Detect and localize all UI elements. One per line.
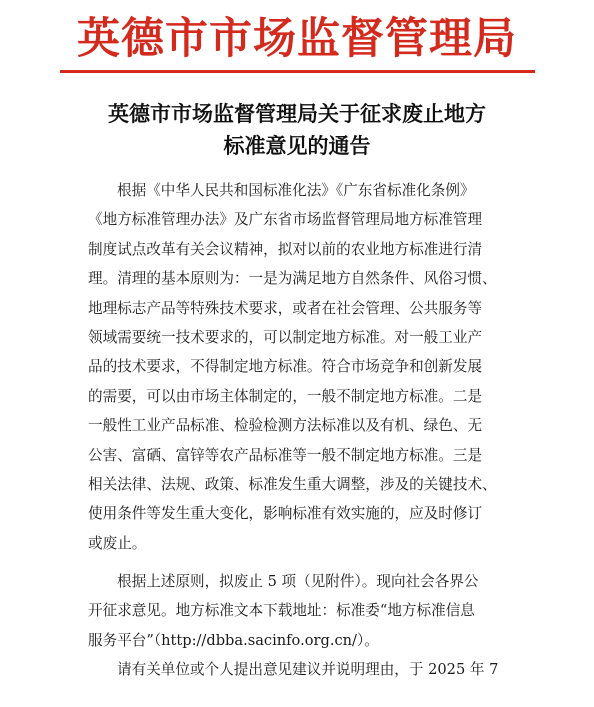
text-line: 使用条件等发生重大变化，影响标准有效实施的，应及时修订 xyxy=(88,505,483,523)
text-line: 制度试点改革有关会议精神，拟对以前的农业地方标准进行清 xyxy=(88,240,483,258)
body-paragraph-1 xyxy=(88,176,528,558)
text-line: 品的技术要求，不得制定地方标准。符合市场竞争和创新发展 xyxy=(88,358,483,376)
doc-title-line-2: 标准意见的通告 xyxy=(223,133,371,158)
text-line: 的需要，可以由市场主体制定的，一般不制定地方标准。二是 xyxy=(88,387,483,405)
text-line: 相关法律、法规、政策、标准发生重大调整，涉及的关键技术、 xyxy=(88,475,497,493)
doc-title-line-1: 英德市市场监督管理局关于征求废止地方 xyxy=(108,101,486,126)
text-line: 根据上述原则，拟废止 5 项（见附件）。现向社会各界公 xyxy=(117,573,479,590)
text-line: 开征求意见。地方标准文本下载地址：标准委“地方标准信息 xyxy=(88,602,475,620)
text-line: 服务平台”（http://dbba.sacinfo.org.cn/）。 xyxy=(88,631,379,649)
text-line: 请有关单位或个人提出意见建议并说明理由，于 2025 年 7 xyxy=(117,661,499,678)
text-line: 或废止。 xyxy=(88,534,147,552)
header-divider xyxy=(60,70,535,73)
text-line: 地理标志产品等特殊技术要求，或者在社会管理、公共服务等 xyxy=(88,299,483,317)
body-paragraph-2 xyxy=(88,567,528,655)
text-line: 领域需要统一技术要求的，可以制定地方标准。对一般工业产 xyxy=(88,328,483,346)
text-line: 根据《中华人民共和国标准化法》《广东省标准化条例》 xyxy=(117,182,475,199)
text-line: 理。清理的基本原则为：一是为满足地方自然条件、风俗习惯、 xyxy=(88,270,497,288)
text-line: 《地方标准管理办法》及广东省市场监督管理局地方标准管理 xyxy=(88,211,483,229)
body-paragraph-3 xyxy=(88,655,528,684)
text-line: 一般性工业产品标准、检验检测方法标准以及有机、绿色、无 xyxy=(88,417,483,435)
text-line: 公害、富硒、富锌等农产品标准等一般不制定地方标准。三是 xyxy=(88,446,483,464)
org-header: 英德市市场监督管理局 xyxy=(77,14,517,64)
